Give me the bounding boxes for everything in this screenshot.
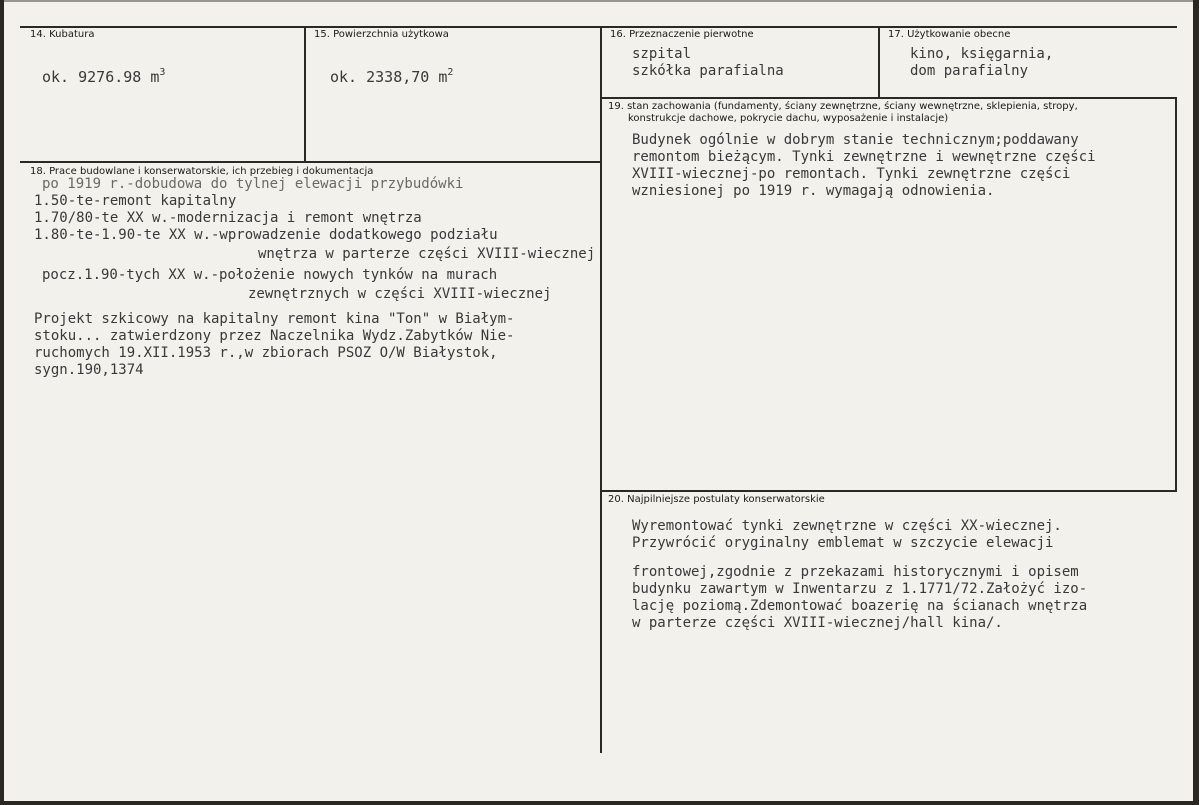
prace-line: 1.70/80-te XX w.-modernizacja i remont wnętrza	[34, 210, 422, 226]
header-bottom-line-left	[20, 26, 602, 28]
postulaty-line: w parterze części XVIII-wiecznej/hall kina/.	[632, 615, 1003, 631]
postulaty-label: 20. Najpilniejsze postulaty konserwatorskie	[608, 494, 825, 505]
inventory-card	[4, 0, 1193, 801]
uzytkowanie-line: kino, księgarnia,	[910, 46, 1054, 62]
przeznaczenie-line: szkółka parafialna	[632, 63, 784, 79]
prace-doc-line: sygn.190,1374	[34, 362, 144, 378]
header-bottom-line-right	[602, 26, 1177, 28]
row-line-left	[20, 161, 602, 163]
prace-doc-line: Projekt szkicowy na kapitalny remont kina "Ton" w Białym-	[34, 311, 515, 327]
prace-label: 18. Prace budowlane i konserwatorskie, ich przebieg i dokumentacja	[30, 166, 374, 177]
postulaty-line: Wyremontować tynki zewnętrzne w części XX-wiecznej.	[632, 518, 1062, 534]
prace-line: pocz.1.90-tych XX w.-położenie nowych tynków na murach	[42, 267, 498, 283]
stan-line: wzniesionej po 1919 r. wymagają odnowienia.	[632, 183, 995, 199]
main-vertical-divider	[600, 26, 602, 753]
stan-line: remontom bieżącym. Tynki zewnętrzne i wewnętrzne części	[632, 149, 1096, 165]
przeznaczenie-line: szpital	[632, 46, 692, 62]
stan-line: Budynek ogólnie w dobrym stanie technicznym;poddawany	[632, 132, 1079, 148]
stan-label: konstrukcje dachowe, pokrycie dachu, wyposażenie i instalacje)	[628, 113, 949, 124]
prace-line: 1.50-te-remont kapitalny	[34, 193, 237, 209]
przeznaczenie-label: 16. Przeznaczenie pierwotne	[610, 29, 754, 40]
prace-line: wnętrza w parterze części XVIII-wiecznej	[258, 246, 596, 262]
prace-line: 1.80-te-1.90-te XX w.-wprowadzenie dodatkowego podziału	[34, 227, 498, 243]
powierzchnia-unit-exponent: 2	[447, 67, 454, 78]
uzytkowanie-line: dom parafialny	[910, 63, 1029, 79]
postulaty-line: lację poziomą.Zdemontować boazerię na ścianach wnętrza	[632, 598, 1088, 614]
powierzchnia-label: 15. Powierzchnia użytkowa	[314, 29, 449, 40]
divider-14-15	[304, 26, 306, 162]
kubatura-unit-exponent: 3	[159, 67, 166, 78]
prace-doc-line: ruchomych 19.XII.1953 r.,w zbiorach PSOZ O/W Białystok,	[34, 345, 498, 361]
kubatura-value: ok. 9276.98 $m^3$	[42, 67, 166, 86]
row-line-right-19	[602, 97, 1177, 99]
top-edge-line	[4, 0, 1193, 2]
prace-doc-line: stoku... zatwierdzony przez Naczelnika Wydz.Zabytków Nie-	[34, 328, 515, 344]
prace-line: zewnętrznych w części XVIII-wiecznej	[248, 286, 552, 302]
row-line-right-20	[602, 490, 1177, 492]
stan-line: XVIII-wiecznej-po remontach. Tynki zewnętrzne części	[632, 166, 1071, 182]
powierzchnia-value: ok. 2338,70 $m^2$	[330, 67, 454, 86]
uzytkowanie-label: 17. Użytkowanie obecne	[888, 29, 1011, 40]
prace-line: po 1919 r.-dobudowa do tylnej elewacji przybudówki	[42, 176, 464, 192]
postulaty-line: budynku zawartym w Inwentarzu z 1.1771/72.Założyć izo-	[632, 581, 1088, 597]
right-edge-line	[1175, 98, 1177, 491]
postulaty-line: frontowej,zgodnie z przekazami historycznymi i opisem	[632, 564, 1079, 580]
kubatura-label: 14. Kubatura	[30, 29, 95, 40]
postulaty-line: Przywrócić oryginalny emblemat w szczycie elewacji	[632, 535, 1054, 551]
divider-16-17	[878, 26, 880, 98]
stan-label: 19. stan zachowania (fundamenty, ściany zewnętrzne, ściany wewnętrzne, sklepienia, stropy,	[608, 101, 1078, 112]
